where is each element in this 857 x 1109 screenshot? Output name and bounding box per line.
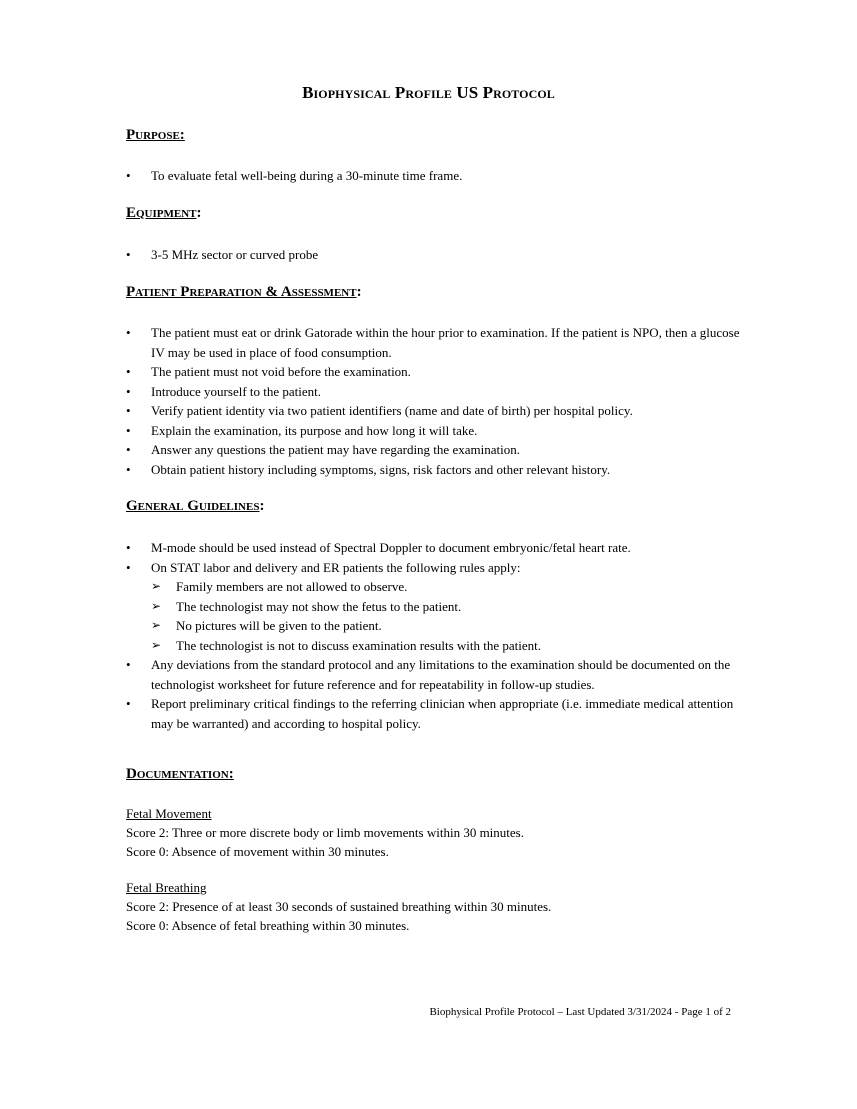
list-item: • The patient must eat or drink Gatorade within the hour prior to examination. If the patient is NPO, then a glucose IV may be used in place of food consumption.	[126, 323, 746, 362]
purpose-list	[126, 166, 746, 186]
fetal-movement-score-2: Score 2: Three or more discrete body or limb movements within 30 minutes.	[126, 825, 524, 840]
guidelines-heading-colon: :	[259, 498, 265, 514]
sub-list-item: ➢ No pictures will be given to the patient.	[151, 616, 746, 636]
list-item: • The patient must not void before the examination.	[126, 362, 746, 382]
list-item: • To evaluate fetal well-being during a 30-minute time frame.	[126, 166, 746, 186]
equipment-heading-text: Equipment	[126, 205, 197, 221]
fetal-breathing-score-0: Score 0: Absence of fetal breathing within 30 minutes.	[126, 918, 410, 933]
guidelines-heading	[126, 498, 264, 515]
equipment-heading-colon: :	[196, 205, 202, 221]
sub-list-item: ➢ The technologist may not show the fetus to the patient.	[151, 597, 746, 617]
preparation-heading-text: Patient Preparation & Assessment	[126, 284, 357, 300]
page-footer: Biophysical Profile Protocol – Last Updated 3/31/2024 - Page 1 of 2	[429, 1006, 731, 1018]
fetal-movement-label: Fetal Movement	[126, 806, 212, 821]
purpose-heading-text: Purpose:	[126, 127, 185, 143]
list-item: • Introduce yourself to the patient.	[126, 382, 746, 402]
fetal-movement-section	[126, 804, 524, 861]
page-title: Biophysical Profile US Protocol	[302, 83, 555, 102]
fetal-breathing-score-2: Score 2: Presence of at least 30 seconds of sustained breathing within 30 minutes.	[126, 899, 552, 914]
documentation-heading	[126, 766, 234, 783]
preparation-heading	[126, 284, 362, 301]
preparation-heading-colon: :	[356, 284, 362, 300]
stat-rules-list	[151, 577, 746, 655]
guidelines-heading-text: General Guidelines	[126, 498, 260, 514]
list-item: • Verify patient identity via two patient identifiers (name and date of birth) per hospital policy.	[126, 401, 746, 421]
list-item: • Report preliminary critical findings to the referring clinician when appropriate (i.e. immediate medical attention may be warranted) and according to hospital policy.	[126, 694, 746, 733]
fetal-breathing-section	[126, 878, 551, 935]
documentation-heading-text: Documentation:	[126, 766, 234, 782]
guidelines-list	[126, 538, 746, 733]
list-item: • Explain the examination, its purpose and how long it will take.	[126, 421, 746, 441]
list-item: • 3-5 MHz sector or curved probe	[126, 245, 746, 265]
list-item-text: On STAT labor and delivery and ER patients the following rules apply:	[151, 559, 521, 575]
fetal-movement-score-0: Score 0: Absence of movement within 30 minutes.	[126, 844, 389, 859]
list-item	[126, 558, 746, 656]
sub-list-item: ➢ The technologist is not to discuss examination results with the patient.	[151, 636, 746, 656]
purpose-heading	[126, 127, 185, 144]
sub-list-item: ➢ Family members are not allowed to observe.	[151, 577, 746, 597]
list-item: • Obtain patient history including symptoms, signs, risk factors and other relevant history.	[126, 460, 746, 480]
equipment-heading	[126, 205, 202, 222]
fetal-breathing-label: Fetal Breathing	[126, 880, 207, 895]
list-item: • M-mode should be used instead of Spectral Doppler to document embryonic/fetal heart rate.	[126, 538, 746, 558]
list-item: • Any deviations from the standard protocol and any limitations to the examination should be documented on the technologist worksheet for future reference and for repeatability in follow-up studies.	[126, 655, 746, 694]
preparation-list	[126, 323, 746, 479]
equipment-list	[126, 245, 746, 265]
list-item: • Answer any questions the patient may have regarding the examination.	[126, 440, 746, 460]
